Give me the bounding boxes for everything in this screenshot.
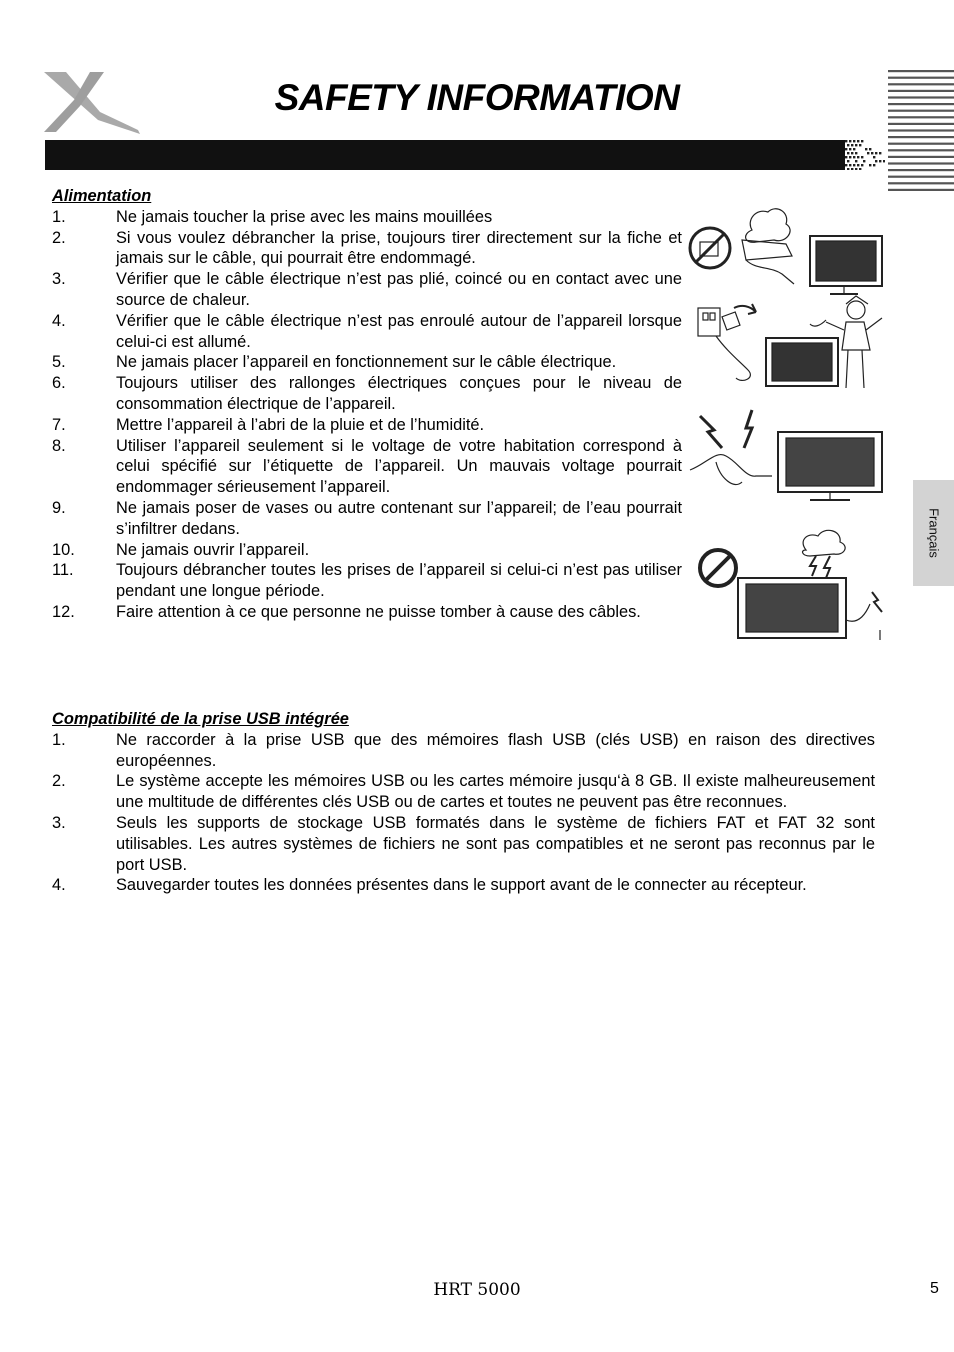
list-item-number: 7.: [52, 415, 66, 434]
storm-illustration: [700, 530, 882, 640]
list-item-text: Le système accepte les mémoires USB ou les cartes mémoire jusqu‘à 8 GB. Il existe malheureusement une multitude de différentes clés USB ou de cartes et toutes ne peuvent pas être reconnues.: [116, 772, 875, 812]
list-item-text: Toujours utiliser des rallonges électriques conçues pour le niveau de consommation électrique de l’appareil.: [116, 374, 682, 413]
list-item-text: Ne jamais poser de vases ou autre contenant sur l’appareil; de l’eau pourrait s’infiltrer dedans.: [116, 498, 682, 538]
list-item-text: Mettre l’appareil à l’abri de la pluie et de l’humidité.: [116, 415, 485, 434]
list-item-number: 10.: [52, 540, 75, 559]
unplug-illustration: [698, 296, 882, 388]
wet-hands-illustration: [690, 209, 882, 294]
list-item-text: Ne jamais ouvrir l’appareil.: [116, 540, 310, 559]
list-item-number: 11.: [52, 561, 74, 580]
list-item-number: 12.: [52, 602, 75, 621]
safety-illustrations: [686, 200, 886, 645]
usb-list: [52, 730, 875, 896]
decorative-stripes: [888, 70, 954, 196]
list-item-number: 1.: [52, 207, 66, 226]
list-item-text: Toujours débrancher toutes les prises de l’appareil si celui-ci n’est pas utiliser pendant une longue période.: [116, 561, 682, 601]
list-item-number: 4.: [52, 311, 66, 330]
list-item-number: 2.: [52, 772, 66, 791]
list-item: [52, 269, 682, 311]
list-item-text: Vérifier que le câble électrique n’est pas plié, coincé ou en contact avec une source de chaleur.: [116, 270, 682, 309]
list-item-number: 3.: [52, 813, 66, 832]
list-item: [52, 875, 875, 896]
page-number: 5: [930, 1280, 939, 1297]
list-item-number: 6.: [52, 374, 66, 393]
list-item-text: Ne jamais toucher la prise avec les mains mouillées: [116, 207, 493, 226]
list-item: [52, 730, 875, 772]
list-item: [52, 311, 682, 353]
list-item-text: Utiliser l’appareil seulement si le voltage de votre habitation correspond à celui spécifié sur l’étiquette de l’appareil. Un mauvais voltage pourrait endommager sérieusement l’appareil.: [116, 436, 682, 497]
language-tab-label: Français: [926, 508, 941, 558]
section-heading: Alimentation: [52, 187, 152, 205]
list-item: [52, 813, 875, 875]
list-item: [52, 560, 682, 602]
alimentation-list: [52, 207, 682, 623]
list-item: [52, 436, 682, 498]
list-item-number: 9.: [52, 498, 66, 517]
list-item-number: 5.: [52, 353, 66, 372]
list-item: [52, 228, 682, 270]
list-item-text: Si vous voulez débrancher la prise, toujours tirer directement sur la fiche et jamais sur le câble, qui pourrait être endommagé.: [116, 228, 682, 268]
list-item: [52, 352, 682, 373]
list-item-text: Sauvegarder toutes les données présentes dans le support avant de le connecter au récepteur.: [116, 876, 807, 895]
usb-section: [52, 709, 875, 896]
list-item: [52, 602, 682, 623]
alimentation-section: [52, 186, 682, 623]
list-item-number: 1.: [52, 730, 66, 749]
section-heading: Compatibilité de la prise USB intégrée: [52, 710, 349, 728]
list-item-text: Vérifier que le câble électrique n’est pas enroulé autour de l’appareil lorsque celui-ci est allumé.: [116, 311, 682, 351]
list-item-number: 8.: [52, 436, 66, 455]
list-item: [52, 771, 875, 813]
header-bar: [45, 140, 885, 170]
list-item: [52, 207, 682, 228]
list-item-text: Ne jamais placer l’appareil en fonctionnement sur le câble électrique.: [116, 353, 617, 372]
list-item-text: Ne raccorder à la prise USB que des mémoires flash USB (clés USB) en raison des directives européennes.: [116, 730, 875, 770]
list-item-text: Faire attention à ce que personne ne puisse tomber à cause des câbles.: [116, 602, 641, 621]
language-tab: [913, 480, 954, 586]
list-item-text: Seuls les supports de stockage USB formatés dans le système de fichiers FAT et FAT 32 sont utilisables. Les autres systèmes de fichiers ne sont pas compatibles et ne seront pas reconnus par le port USB.: [116, 813, 875, 874]
list-item: [52, 415, 682, 436]
list-item: [52, 373, 682, 415]
page-title: SAFETY INFORMATION: [274, 77, 680, 118]
lightning-illustration: [690, 410, 882, 500]
list-item: [52, 540, 682, 561]
list-item-number: 3.: [52, 270, 66, 289]
list-item-number: 4.: [52, 876, 66, 895]
list-item: [52, 498, 682, 540]
model-name: HRT 5000: [433, 1280, 521, 1300]
list-item-number: 2.: [52, 228, 66, 247]
